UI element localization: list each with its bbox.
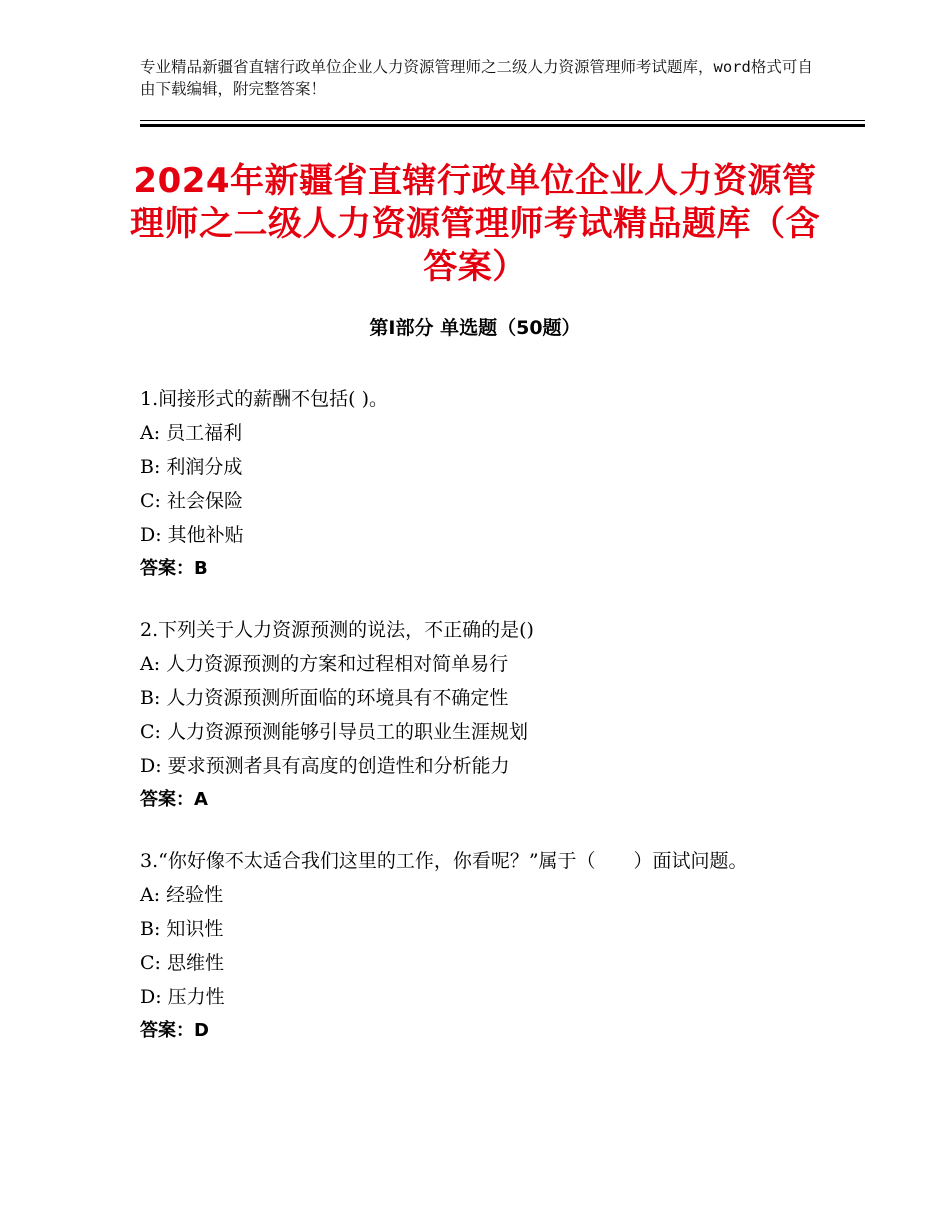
answer-line: 答案：B <box>140 558 208 579</box>
answer-line: 答案：A <box>140 789 208 810</box>
answer-line: 答案：D <box>140 1020 209 1041</box>
option-c: C: 思维性 <box>140 952 224 974</box>
option-d: D: 要求预测者具有高度的创造性和分析能力 <box>140 755 510 777</box>
option-c: C: 人力资源预测能够引导员工的职业生涯规划 <box>140 721 528 743</box>
question-3 <box>140 845 830 1048</box>
option-b: B: 利润分成 <box>140 456 243 478</box>
option-b: B: 知识性 <box>140 918 224 940</box>
section-heading: 第Ⅰ部分 单选题（50题） <box>369 317 581 339</box>
question-stem: 1.间接形式的薪酬不包括( )。 <box>140 388 388 410</box>
question-2 <box>140 614 830 817</box>
question-1 <box>140 383 830 586</box>
option-d: D: 其他补贴 <box>140 524 244 546</box>
question-stem: 3.“你好像不太适合我们这里的工作，你看呢？”属于（ ）面试问题。 <box>140 850 748 872</box>
option-c: C: 社会保险 <box>140 490 243 512</box>
document-title: 2024年新疆省直辖行政单位企业人力资源管理师之二级人力资源管理师考试精品题库（含答案） <box>130 161 820 287</box>
header-rule-thick <box>140 124 865 127</box>
option-a: A: 经验性 <box>140 884 224 906</box>
question-stem: 2.下列关于人力资源预测的说法，不正确的是() <box>140 619 534 641</box>
option-a: A: 人力资源预测的方案和过程相对简单易行 <box>140 653 509 675</box>
option-b: B: 人力资源预测所面临的环境具有不确定性 <box>140 687 509 709</box>
option-d: D: 压力性 <box>140 986 225 1008</box>
header-note: 专业精品新疆省直辖行政单位企业人力资源管理师之二级人力资源管理师考试题库，word格式可自由下载编辑，附完整答案！ <box>140 58 813 98</box>
option-a: A: 员工福利 <box>140 422 243 444</box>
header-rule-thin <box>140 120 865 121</box>
question-list <box>140 383 830 1076</box>
